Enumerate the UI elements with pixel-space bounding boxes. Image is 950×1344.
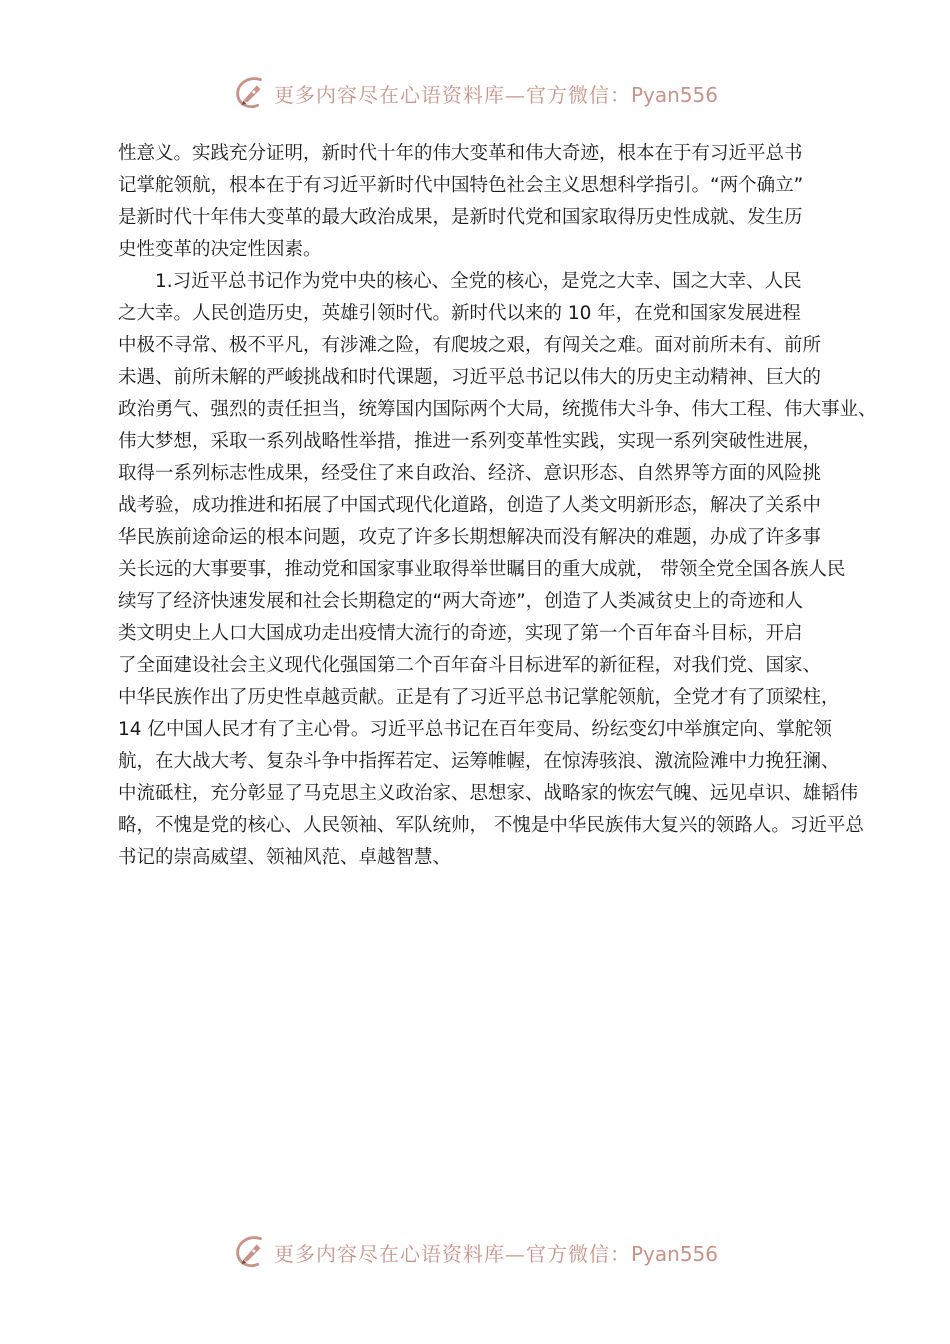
header-label: 更多内容尽在心语资料库—官方微信：	[273, 82, 631, 107]
text-line: 之大幸。人民创造历史，英雄引领时代。新时代以来的 10 年，在党和国家发展进程	[118, 303, 801, 324]
pen-nib-swirl-icon	[232, 1233, 270, 1271]
text-line: 是新时代十年伟大变革的最大政治成果，是新时代党和国家取得历史性成就、发生历	[118, 207, 803, 228]
text-line: 中流砥柱，充分彰显了马克思主义政治家、思想家、战略家的恢宏气魄、远见卓识、雄韬伟	[118, 783, 859, 804]
header-banner	[0, 73, 950, 113]
paragraph-point-1	[118, 266, 877, 874]
text-line: 取得一系列标志性成果，经受住了来自政治、经济、意识形态、自然界等方面的风险挑	[118, 463, 822, 484]
text-line: 类文明史上人口大国成功走出疫情大流行的奇迹，实现了第一个百年奋斗目标，开启	[118, 623, 803, 644]
text-line: 1.习近平总书记作为党中央的核心、全党的核心，是党之大幸、国之大幸、人民	[155, 271, 802, 292]
text-line: 记掌舵领航，根本在于有习近平新时代中国特色社会主义思想科学指引。“两个确立”	[118, 175, 804, 196]
paragraph-continuation	[118, 138, 838, 266]
text-line: 了全面建设社会主义现代化强国第二个百年奋斗目标进军的新征程，对我们党、国家、	[118, 655, 822, 676]
document-body	[118, 138, 877, 874]
text-line: 略，不愧是党的核心、人民领袖、军队统帅， 不愧是中华民族伟大复兴的领路人。习近平总	[118, 815, 864, 836]
header-wechat-handle: Pyan556	[630, 82, 718, 107]
text-line: 书记的崇高威望、领袖风范、卓越智慧、	[118, 847, 452, 868]
text-line: 关长远的大事要事，推动党和国家事业取得举世瞩目的重大成就， 带领全党全国各族人民	[118, 559, 846, 580]
text-line: 战考验，成功推进和拓展了中国式现代化道路，创造了人类文明新形态，解决了关系中	[118, 495, 822, 516]
text-line: 性意义。实践充分证明，新时代十年的伟大变革和伟大奇迹，根本在于有习近平总书	[118, 143, 803, 164]
text-line: 伟大梦想，采取一系列战略性举措，推进一系列变革性实践，实现一系列突破性进展，	[118, 431, 822, 452]
text-line: 航，在大战大考、复杂斗争中指挥若定、运筹帷幄，在惊涛骇浪、激流险滩中力挽狂澜、	[118, 751, 840, 772]
text-line: 史性变革的决定性因素。	[118, 239, 322, 260]
footer-label: 更多内容尽在心语资料库—官方微信：	[273, 1241, 631, 1266]
text-line: 中极不寻常、极不平凡，有涉滩之险，有爬坡之艰，有闯关之难。面对前所未有、前所	[118, 335, 822, 356]
text-line: 未遇、前所未解的严峻挑战和时代课题，习近平总书记以伟大的历史主动精神、巨大的	[118, 367, 822, 388]
header-text	[274, 79, 718, 108]
text-line: 政治勇气、强烈的责任担当，统筹国内国际两个大局，统揽伟大斗争、伟大工程、伟大事业、	[118, 399, 877, 420]
text-line: 续写了经济快速发展和社会长期稳定的“两大奇迹”，创造了人类减贫史上的奇迹和人	[118, 591, 804, 612]
text-line: 华民族前途命运的根本问题，攻克了许多长期想解决而没有解决的难题，办成了许多事	[118, 527, 822, 548]
footer-banner	[0, 1232, 950, 1272]
pen-nib-swirl-icon	[232, 74, 270, 112]
footer-text	[274, 1238, 718, 1267]
text-line: 14 亿中国人民才有了主心骨。习近平总书记在百年变局、纷纭变幻中举旗定向、掌舵领	[118, 719, 832, 740]
text-line: 中华民族作出了历史性卓越贡献。正是有了习近平总书记掌舵领航，全党才有了顶梁柱，	[118, 687, 840, 708]
footer-wechat-handle: Pyan556	[630, 1241, 718, 1266]
